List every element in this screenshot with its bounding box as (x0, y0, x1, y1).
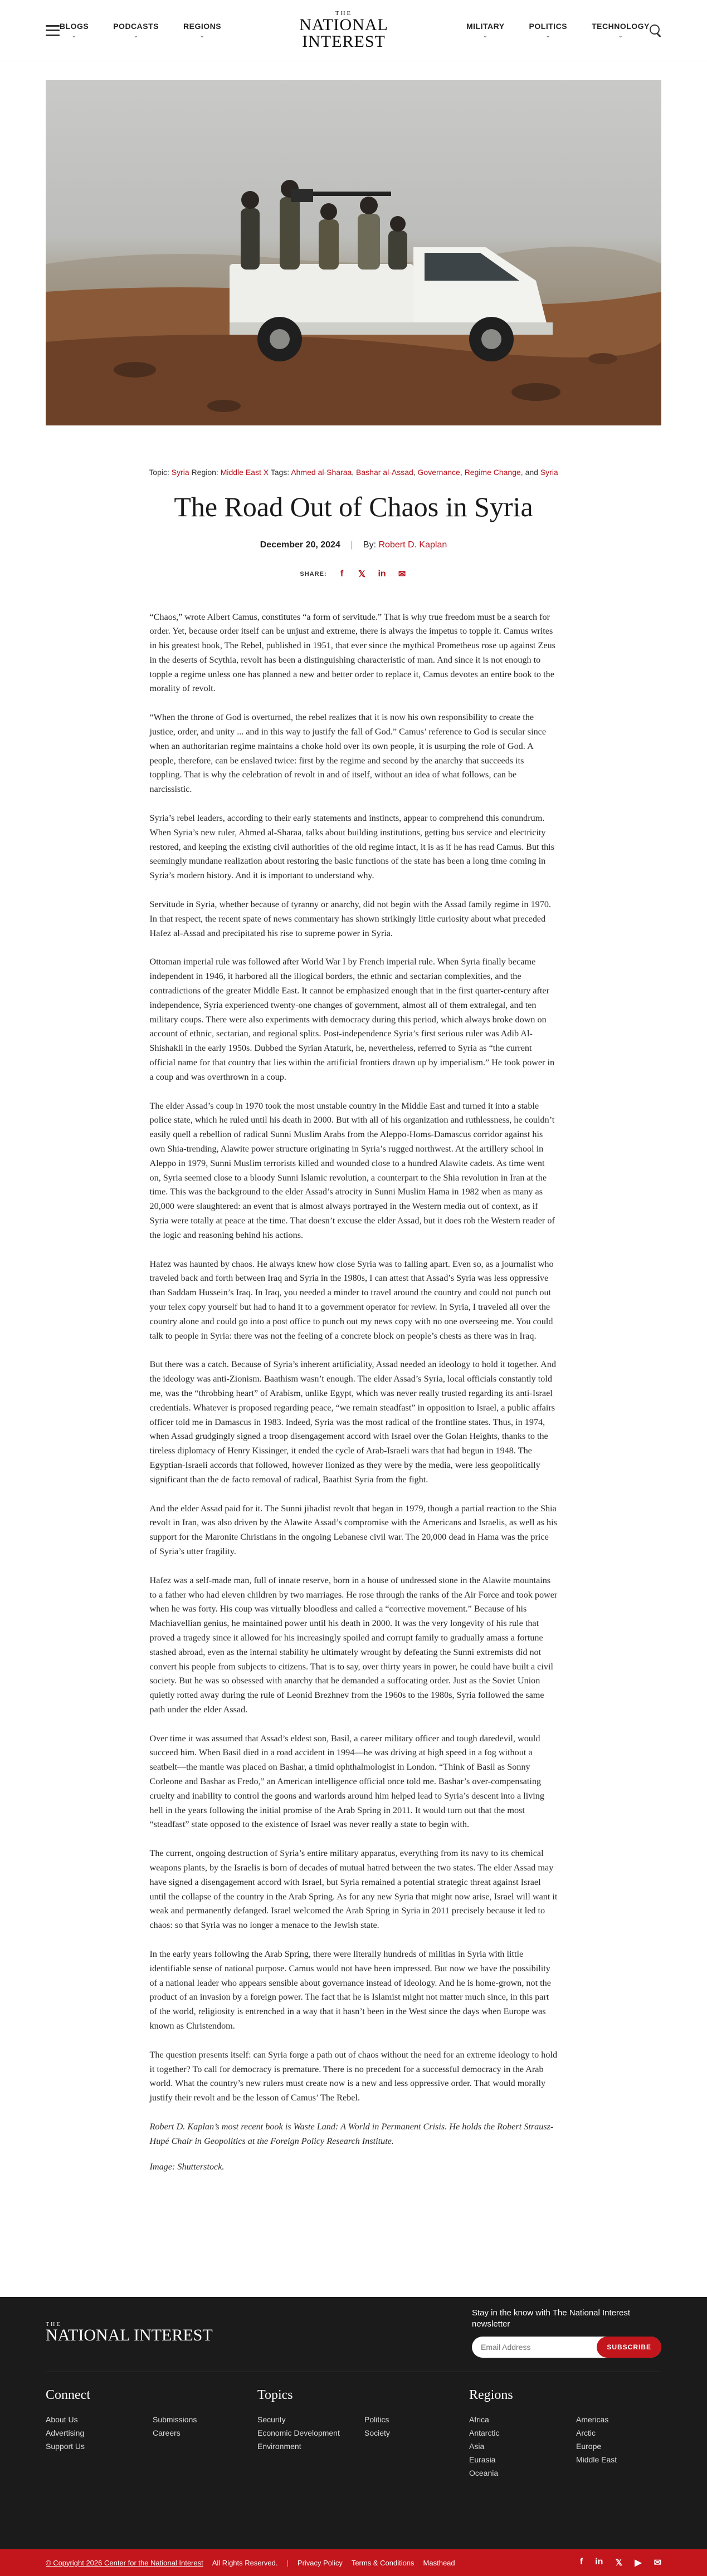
footer-connect (46, 2388, 257, 2477)
article-paragraph: The elder Assad’s coup in 1970 took the most unstable country in the Middle East and turned it into a stable police state, which he ruled until his death in 2000. But with all of his organization and ruthlessness, he couldn’t easily quell a rebellion of radical Sunni Muslim Arabs from the Aleppo-Homs-Damascus corridor against his own Shia-trending, Alawite power structure originating in Syria’s rugged northwest. At the artillery school in Aleppo in 1979, Sunni Muslim terrorists killed and wounded close to a hundred Alawite cadets. As time went on, Syria seemed close to a bloody Sunni Islamic revolution, a counterpart to the Shia revolution in Iran at the time. This was the background to the elder Assad’s atrocity in Sunni Muslim Hama in 1982 when as many as 20,000 were slaughtered: an event that is almost always portrayed in the Western media out of context, as if Syria were totally at peace at the time. That doesn’t excuse the elder Assad, but it does rob the Western reader of the logic and reasoning behind his actions. (149, 1100, 555, 1240)
nav-regions[interactable] (183, 22, 221, 39)
footer-logo-the: THE (46, 2321, 62, 2328)
article-paragraph: Hafez was haunted by chaos. He always knew how close Syria was to falling apart. Even so, as a journalist who traveled back and forth between Iraq and Syria in the 1980s, I can attest that Assad’s Syria was less oppressive than Saddam Hussein’s Iraq. In Iraq, you needed a minder to travel around the country and could not punch out your telex copy yourself but had to hand it to a government operator for review. In Syria, I traveled all over the country alone and could go into a post office to punch out my news copy with no one overseeing me. You could talk to people in Syria: there was not the feeling of a concrete block on people’s chests as there was in Iraq. (149, 1258, 554, 1341)
nav-politics[interactable] (529, 22, 568, 39)
nav-right (466, 22, 650, 39)
footer-link[interactable]: Asia (469, 2442, 485, 2451)
footer-columns (0, 2388, 707, 2477)
article-paragraph: “When the throne of God is overturned, the rebel realizes that it is now his own responsibility to create the justice, order, and unity ... and in this way to justify the fall of God.” Camus’ reference to God is secular since when an authoritarian regime maintains a choke hold over its own people, it is usurping the role of God. A people, therefore, can be enslaved twice: first by the regime and second by the anarchy that succeeds its toppling. That is why the celebration of revolt in and of itself, without an idea of what follows, can be narcissistic. (149, 712, 547, 795)
footer-link[interactable]: Submissions (153, 2415, 197, 2424)
nav-left (60, 22, 221, 39)
chevron-down-icon: ⌄ (200, 33, 205, 38)
footer-link[interactable]: Society (364, 2428, 390, 2437)
masthead-link[interactable]: Masthead (423, 2558, 455, 2567)
by-label: By: (363, 540, 377, 550)
footer-logo-name: NATIONAL INTEREST (46, 2325, 213, 2344)
article-body (150, 610, 558, 2175)
byline-separator: | (350, 540, 353, 550)
email-icon[interactable]: ✉ (398, 569, 406, 579)
chevron-down-icon: ⌄ (134, 33, 139, 38)
nav-podcasts-label: PODCASTS (113, 22, 159, 31)
email-input[interactable] (481, 2343, 597, 2352)
footer-link[interactable]: Eurasia (469, 2455, 496, 2464)
x-twitter-icon[interactable]: 𝕏 (358, 569, 366, 579)
share-bar (0, 569, 707, 579)
article-paragraph: The current, ongoing destruction of Syria’s entire military apparatus, everything from its navy to its chemical weapons plants, by the Israelis is born of decades of mutual hatred between the two states. The elder Assad may have signed a disengagement accord with Israel, but Syria remained a potential strategic threat against Israel until the collapse of the country in the Arab Spring. As for any new Syria that might now arise, Israel will want it weak and permanently defanged. Israel welcomed the Arab Spring in Syria in 2011 precisely because it led to chaos: so that Syria was no longer a menace to the Jewish state. (149, 1848, 558, 1931)
privacy-link[interactable]: Privacy Policy (297, 2558, 343, 2567)
article-paragraph: And the elder Assad paid for it. The Sunni jihadist revolt that began in 1979, though a partial reaction to the Shia revolt in Iran, was also driven by the Alawite Assad’s compromise with the Americans and Israelis, as well as his support for the Maronite Christians in the ongoing Lebanese civil war. The 20,000 dead in Hama was the price of Syria’s utter fragility. (149, 1503, 557, 1556)
facebook-icon[interactable]: f (579, 2557, 583, 2567)
subscribe-button[interactable]: SUBSCRIBE (597, 2337, 661, 2358)
footer-link[interactable]: Security (257, 2415, 286, 2424)
share-label: SHARE: (300, 570, 327, 577)
tag-link[interactable]: Syria (540, 468, 558, 477)
nav-politics-label: POLITICS (529, 22, 568, 31)
footer-link[interactable]: About Us (46, 2415, 78, 2424)
article-paragraph: Syria’s rebel leaders, according to their early statements and instincts, appear to comprehend this conundrum. When Syria’s new ruler, Ahmed al-Sharaa, talks about building institutions, getting bus service and electricity restored, and keeping the existing civil authorities of the old regime intact, it is as if he has read Camus. But this seemingly mundane realization about restoring the basic functions of the state has been a long time coming in Syria’s modern history. And it is important to understand why. (149, 813, 554, 881)
footer-top (0, 2310, 707, 2355)
nav-blogs[interactable] (60, 22, 89, 39)
chevron-down-icon: ⌄ (72, 33, 77, 38)
tags-label: Tags: (270, 468, 290, 477)
site-footer (0, 2297, 707, 2576)
menu-icon[interactable] (46, 25, 60, 36)
email-icon[interactable]: ✉ (654, 2558, 661, 2568)
nav-military[interactable] (466, 22, 505, 39)
footer-link[interactable]: Economic Development (257, 2428, 340, 2437)
article-paragraph: In the early years following the Arab Spring, there were literally hundreds of militias in Syria with little identifiable sense of national purpose. Camus would not have been impressed. But now we have the possibility of a national leader who appears sensible about governance instead of ideology. And he is home-grown, not the product of an invasion by a foreign power. The fact that he is Islamist might not matter much since, in this part of the world, religiosity is entrenched in a way that it hasn’t been in the West since the days when Europe was known as Christendom. (149, 1949, 551, 2031)
chevron-down-icon: ⌄ (618, 33, 623, 38)
regions-heading: Regions (469, 2388, 513, 2402)
newsletter-form (472, 2337, 661, 2358)
footer-link[interactable]: Africa (469, 2415, 489, 2424)
footer-link[interactable]: Environment (257, 2442, 301, 2451)
footer-social (580, 2557, 661, 2568)
logo-the: THE (335, 10, 353, 17)
region-label: Region: (191, 468, 218, 477)
publish-date: December 20, 2024 (260, 540, 340, 550)
nav-blogs-label: BLOGS (59, 22, 89, 31)
nav-regions-label: REGIONS (183, 22, 222, 31)
hero-image (46, 80, 661, 425)
linkedin-icon[interactable]: in (378, 569, 386, 579)
linkedin-icon[interactable]: in (595, 2557, 603, 2567)
footer-link[interactable]: Careers (153, 2428, 181, 2437)
youtube-icon[interactable]: ▶ (635, 2558, 642, 2568)
footer-link[interactable]: Europe (576, 2442, 602, 2451)
topic-label: Topic: (149, 468, 169, 477)
logo-name: NATIONAL INTEREST (299, 16, 388, 51)
chevron-down-icon: ⌄ (545, 33, 550, 38)
article-paragraph: Hafez was a self-made man, full of innate reserve, born in a house of undressed stone in the Alawite mountains to a father who had eleven children by two marriages. He rose through the ranks of the Air Force and took power when he was forty. His coup was virtually bloodless and called a “corrective movement.” Because of his Machiavellian genius, he maintained power until his death in 2000. It was the very longevity of his rule that proved a tragedy since it allowed for his increasingly spoiled and corrupt family to gradually amass a fortune stashed abroad, even as the internal stability he ultimately wrought by defeating the Sunni extremists did not convert his people from subjects to citizens. That is to say, over thirty years in power, he could have built a civil society. But he was so obsessed with anarchy that he demanded a suffocating order. Just as the Soviet Union quietly rotted away during the rule of Leonid Brezhnev from the 1960s to the 1980s, Syria followed the same path under the elder Assad. (149, 1575, 558, 1715)
nav-technology-label: TECHNOLOGY (592, 22, 650, 31)
article-paragraph: But there was a catch. Because of Syria’s inherent artificiality, Assad needed an ideology to hold it together. And the ideology was anti-Zionism. Baathism wasn’t enough. The elder Assad’s Syria, local officials constantly told me, was the “throbbing heart” of Arabism, unlike Egypt, which was never really trusted regarding its anti-Israel credentials. Whatever is proposed regarding peace, “we remain steadfast” in opposition to Israel, a public affairs officer told me in Damascus in 1983. Indeed, Syria was the most radical of the frontline states. Thus, in 1974, when Assad grudgingly signed a troop disengagement accord with Israel over the Golan Heights, thanks to the tireless diplomacy of Henry Kissinger, it ended the cycle of Arab-Israeli wars that had begun in 1948. The Egyptian-Israeli accords that followed, however lionized as they were by the media, were less geopolitically significant than the de facto removal of radical, Baathist Syria from the fight. (149, 1359, 556, 1485)
footer-link[interactable]: Antarctic (469, 2428, 500, 2437)
article-tags: Topic: Syria Region: Middle East X Tags: Ahmed al-Sharaa, Bashar al-Assad, Governance, Regime Change, and Syria (149, 468, 558, 477)
footer-logo[interactable] (46, 2322, 213, 2344)
image-credit: Image: Shutterstock. (149, 2161, 225, 2172)
footer-link[interactable]: Support Us (46, 2442, 85, 2451)
footer-bottom-bar (0, 2549, 707, 2576)
footer-link[interactable]: Advertising (46, 2428, 85, 2437)
footer-regions (469, 2388, 681, 2477)
facebook-icon[interactable]: f (340, 569, 344, 579)
article-title: The Road Out of Chaos in Syria (174, 491, 533, 522)
footer-topics (257, 2388, 469, 2477)
site-header (0, 0, 707, 61)
nav-podcasts[interactable] (113, 22, 159, 39)
tag-link[interactable]: Governance (417, 468, 460, 477)
footer-link[interactable]: Americas (576, 2415, 609, 2424)
rights-text: All Rights Reserved. (212, 2558, 278, 2567)
copyright-link[interactable]: © Copyright 2026 Center for the National Interest (46, 2558, 203, 2567)
tag-link[interactable]: Regime Change (464, 468, 521, 477)
x-twitter-icon[interactable]: 𝕏 (615, 2558, 623, 2568)
author-bio: Robert D. Kaplan’s most recent book is Waste Land: A World in Permanent Crisis. He holds the Robert Strausz-Hupé Chair in Geopolitics at the Foreign Policy Research Institute. (149, 2122, 554, 2146)
newsletter-signup (472, 2308, 661, 2358)
topics-heading: Topics (257, 2388, 293, 2402)
footer-link[interactable]: Arctic (576, 2428, 596, 2437)
chevron-down-icon: ⌄ (483, 33, 488, 38)
tag-link[interactable]: Bashar al-Assad (356, 468, 413, 477)
author-link[interactable]: Robert D. Kaplan (378, 540, 447, 550)
article-paragraph: Servitude in Syria, whether because of tyranny or anarchy, did not begin with the Assad family regime in 1970. In that respect, the recent spate of news commentary has shown strikingly little curiosity about what preceded Hafez al-Assad and precipitated his rise to supreme power in Syria. (149, 899, 551, 938)
legal-links (46, 2559, 455, 2567)
hero-illustration (46, 80, 661, 425)
legal-separator: | (286, 2558, 289, 2567)
footer-link[interactable]: Middle East (576, 2455, 617, 2464)
region-link[interactable]: Middle East X (220, 468, 269, 477)
terms-link[interactable]: Terms & Conditions (351, 2558, 415, 2567)
tags-and: and (525, 468, 538, 477)
tag-link[interactable]: Ahmed al-Sharaa (291, 468, 352, 477)
article-paragraph: The question presents itself: can Syria forge a path out of chaos without the need for an extreme ideology to hold it together? To call for democracy is premature. There is no precedent for a successful democracy in the Arab world. What the country’s new rulers must create now is a new and less oppressive order. That would morally justify their revolt and be the lesson of Camus’ The Rebel. (149, 2049, 558, 2103)
site-logo[interactable] (268, 11, 420, 50)
article-paragraph: “Chaos,” wrote Albert Camus, constitutes “a form of servitude.” That is why true freedom must be a search for order. Yet, because order itself can be unjust and extreme, there is always the impetus to topple it. Camus writes in his greatest book, The Rebel, published in 1951, that ever since the mythical Prometheus rose up against Zeus in the deserts of Scythia, revolt has been a distinguishing characteristic of man. And since it is not enough to topple a regime unless one has planned a new and better order to replace it, Camus devotes an entire book to the morality of revolt. (149, 611, 555, 694)
footer-link[interactable]: Politics (364, 2415, 389, 2424)
search-icon[interactable] (650, 25, 661, 37)
nav-military-label: MILITARY (466, 22, 505, 31)
nav-technology[interactable] (592, 22, 650, 39)
footer-link[interactable]: Oceania (469, 2469, 499, 2477)
byline (0, 540, 707, 550)
main-nav (60, 11, 650, 50)
topic-link[interactable]: Syria (171, 468, 189, 477)
connect-heading: Connect (46, 2388, 90, 2402)
article-paragraph: Over time it was assumed that Assad’s eldest son, Basil, a career military officer and tough daredevil, would succeed him. When Basil died in a road accident in 1994—he was driving at high speed in a fog without a seatbelt—the mantle was placed on Bashar, a timid ophthalmologist in London. “Think of Basil as Sonny Corleone and Bashar as Fredo,” an American intelligence official once told me. Bashar’s over-compensating cruelty and inability to control the goons and warlords around him helped lead to Syria’s descent into a living hell in the years following the initial promise of the Arab Spring in 2011. It would turn out that the most “steadfast” state opposed to the existence of Israel was never really a state to begin with. (149, 1733, 544, 1830)
article-paragraph: Ottoman imperial rule was followed after World War I by French imperial rule. When Syria finally became independent in 1946, it harbored all the illogical borders, the ethnic and sectarian complexities, and the contradictions of the greater Middle East. It cannot be emphasized enough that in the first quarter-century after independence, Syria experienced twenty-one changes of government, almost all of them extralegal, and ten military coups. There were also experiments with democracy during this period, which always broke down on account of ethnic, sectarian, and regional splits. Post-independence Syria’s first serious ruler was Adib Al-Shishakli in the early 1950s. Dubbed the Syrian Ataturk, he, nevertheless, referred to Syria as “the current official name for that country that lies within the artificial frontiers drawn up by imperialism.” He took power in a coup and was overthrown in a coup. (149, 957, 555, 1082)
newsletter-title: Stay in the know with The National Interest newsletter (472, 2308, 631, 2329)
